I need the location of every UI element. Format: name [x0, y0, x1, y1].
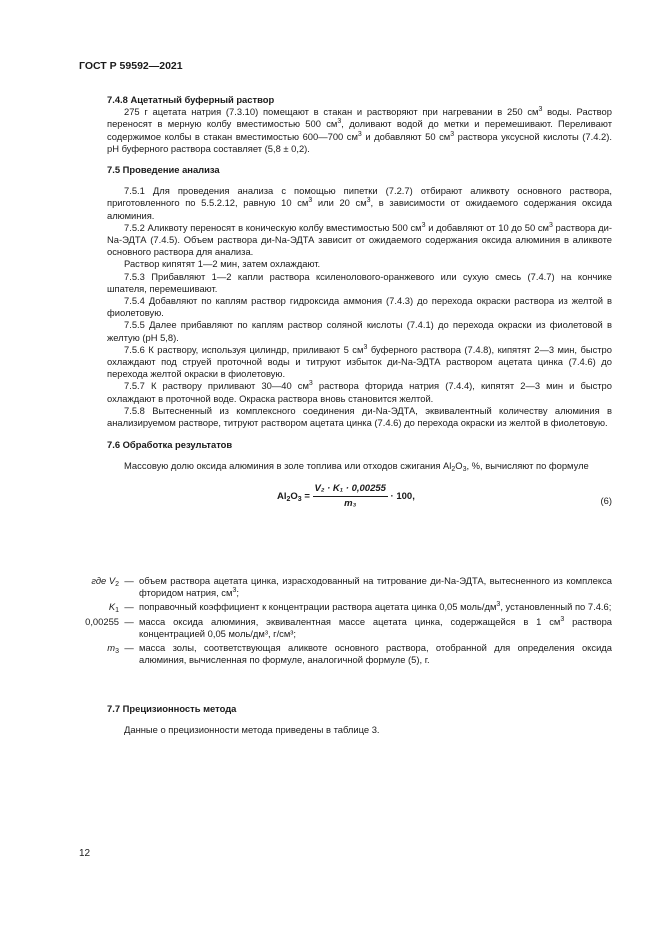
paragraph-7-5-8: 7.5.8 Вытесненный из комплексного соединения ди-Na-ЭДТА, эквивалентный количеству алюминия в анализируемом растворе, титруют раствором ацетата цинка (7.4.6) до перехода окраски из желтой в фиолетовую. — [107, 404, 612, 429]
formula-expression: $Al_2O_3$ = $\frac{\text{V₂ · K₁ · 0,00255}}{\text{m₃}}$ · 100, — [277, 482, 415, 509]
heading-7-4-8: 7.4.8 Ацетатный буферный раствор — [107, 94, 275, 105]
paragraph-7-5-2-boil: Раствор кипятят 1—2 мин, затем охлаждают. — [124, 258, 321, 270]
formula-denominator: m₃ — [344, 497, 357, 509]
definition-v2: где $V_2$ — объем раствора ацетата цинка, израсходованный на титрование ди-Na-ЭДТА, вытесненного из комплекса фторидом натрия, $см^3$; — [91, 575, 612, 599]
definition-k1: $K_1$ — поправочный коэффициент к концентрации раствора ацетата цинка 0,05 моль/$дм^3$, установленный по 7.4.6; — [108, 601, 612, 615]
paragraph-7-5-4: 7.5.4 Добавляют по каплям раствор гидроксида аммония (7.4.3) до перехода окраски раствора из желтой в фиолетовую. — [107, 295, 612, 319]
paragraph-7-7: Данные о прецизионности метода приведены в таблице 3. — [124, 724, 380, 736]
paragraph-7-5-5: 7.5.5 Далее прибавляют по каплям раствор соляной кислоты (7.4.1) до перехода окраски из фиолетовой в желтую (pH 5,8). — [107, 319, 612, 343]
paragraph-7-5-1: 7.5.1 Для проведения анализа с помощью пипетки (7.2.7) отбирают аликвоту основного раствора, приготовленного по 5.5.2.12, равную 10 $см^3$ или 20 $см^3$, в зависимости от ожидаемого содержания оксида алюминия. — [107, 185, 612, 221]
main-content — [107, 94, 612, 515]
variable-definitions — [79, 575, 612, 668]
paragraph-7-5-7: 7.5.7 К раствору приливают 30—40 $см^3$ раствора фторида натрия (7.4.4), кипятят 2—3 мин и быстро охлаждают в проточной воде. Окраска раствора вновь становится желтой. — [107, 380, 612, 404]
formula-numerator: V₂ · K₁ · 0,00255 — [313, 483, 388, 497]
definition-constant: 0,00255 — масса оксида алюминия, эквивалентная массе ацетата цинка, содержащейся в 1 $см^3$ раствора концентрацией 0,05 моль/дм³, г/см³; — [85, 615, 612, 639]
heading-7-5: 7.5 Проведение анализа — [107, 164, 220, 176]
equation-number: (6) — [600, 494, 612, 506]
heading-7-7: 7.7 Прецизионность метода — [107, 703, 237, 714]
paragraph-7-5-3: 7.5.3 Прибавляют 1—2 капли раствора ксиленолового-оранжевого или сухую смесь (7.4.7) на кончике шпателя, перемешивают. — [107, 270, 612, 294]
paragraph-7-5-6: 7.5.6 К раствору, используя цилиндр, приливают 5 $см^3$ буферного раствора (7.4.8), кипятят 2—3 мин, быстро охлаждают под струей проточной воды и титруют избыток ди-Na-ЭДТА раствором ацетата цинка (7.4.6) до перехода желтой окраски в фиолетовую. — [107, 343, 612, 380]
paragraph-7-5-2: 7.5.2 Аликвоту переносят в коническую колбу вместимостью 500 $см^3$ и добавляют от 10 до 50 $см^3$ раствора ди-Na-ЭДТА (7.4.5). Объем раствора ди-Na-ЭДТА зависит от ожидаемого содержания оксида алюминия в аликвоте основного раствора для анализа. — [107, 221, 612, 258]
page-number: 12 — [79, 848, 91, 859]
heading-7-6: 7.6 Обработка результатов — [107, 439, 233, 451]
section-7-7 — [107, 703, 612, 736]
definition-m3: $m_3$ — масса золы, соответствующая аликвоте основного раствора, отобранной для определения оксида алюминия, вычисленная по формуле, аналогичной формуле (5), г. — [107, 642, 612, 666]
paragraph-7-6-intro: Массовую долю оксида алюминия в золе топлива или отходов сжигания $Al_2O_3$, %, вычисляют по формуле — [124, 460, 589, 474]
paragraph-7-4-8: 275 г ацетата натрия (7.3.10) помещают в стакан и растворяют при нагревании в 250 $см^3$ воды. Раствор переносят в мерную колбу вместимостью 500 $см^3$, доливают водой до метки и перемешивают. Переливают содержимое колбы в стакан вместимостью 600—700 $см^3$ и добавляют 50 $см^3$ раствора уксусной кислоты (7.4.2). pH буферного раствора составляет (5,8 ± 0,2). — [107, 106, 613, 154]
standard-header: ГОСТ Р 59592—2021 — [79, 60, 183, 72]
formula-6 — [107, 481, 612, 515]
